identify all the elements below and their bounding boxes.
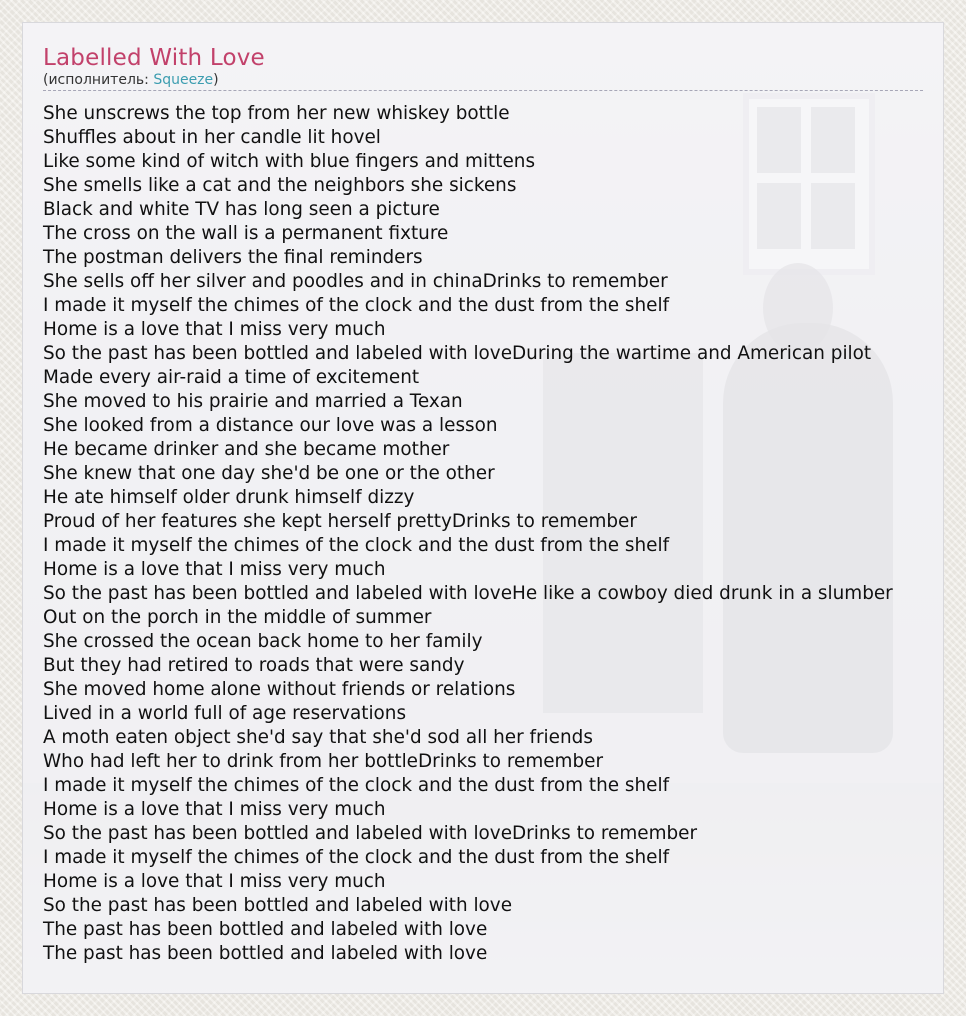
lyrics-line: She moved home alone without friends or relations (43, 679, 516, 700)
lyrics-line: Lived in a world full of age reservations (43, 703, 407, 724)
lyrics-line: He ate himself older drunk himself dizzy (43, 487, 415, 508)
lyrics-line: I made it myself the chimes of the clock and the dust from the shelf (43, 535, 670, 556)
song-title: Labelled With Love (43, 45, 265, 71)
lyrics-line: Out on the porch in the middle of summer (43, 607, 432, 628)
lyrics-line: Like some kind of witch with blue fingers and mittens (43, 151, 536, 172)
lyrics-line: I made it myself the chimes of the clock and the dust from the shelf (43, 295, 670, 316)
lyrics-line: Shuffles about in her candle lit hovel (43, 127, 381, 148)
lyrics-line: Black and white TV has long seen a picture (43, 199, 440, 220)
lyrics-content (43, 23, 923, 966)
performer-prefix: (исполнитель: (43, 72, 154, 88)
lyrics-line: Proud of her features she kept herself prettyDrinks to remember (43, 511, 637, 532)
lyrics-line: Home is a love that I miss very much (43, 559, 386, 580)
performer-link[interactable]: Squeeze (153, 72, 214, 88)
lyrics-line: A moth eaten object she'd say that she'd sod all her friends (43, 727, 593, 748)
lyrics-line: So the past has been bottled and labeled with love (43, 895, 513, 916)
lyrics-line: So the past has been bottled and labeled with loveHe like a cowboy died drunk in a slumber (43, 583, 893, 604)
lyrics-line: She knew that one day she'd be one or the other (43, 463, 495, 484)
lyrics-line: So the past has been bottled and labeled with loveDuring the wartime and American pilot (43, 343, 872, 364)
lyrics-line: He became drinker and she became mother (43, 439, 450, 460)
lyrics-line: She smells like a cat and the neighbors she sickens (43, 175, 517, 196)
lyrics-line: She looked from a distance our love was a lesson (43, 415, 498, 436)
lyrics-line: Home is a love that I miss very much (43, 799, 386, 820)
lyrics-line: The past has been bottled and labeled with love (43, 919, 488, 940)
lyrics-line: Home is a love that I miss very much (43, 319, 386, 340)
lyrics-line: She unscrews the top from her new whiskey bottle (43, 103, 510, 124)
lyrics-line: But they had retired to roads that were sandy (43, 655, 465, 676)
lyrics-line: The postman delivers the final reminders (43, 247, 423, 268)
lyrics-line: She moved to his prairie and married a Texan (43, 391, 463, 412)
lyrics-line: Made every air-raid a time of excitement (43, 367, 420, 388)
lyrics-line: I made it myself the chimes of the clock and the dust from the shelf (43, 775, 670, 796)
performer-line (43, 72, 923, 91)
lyrics-line: She crossed the ocean back home to her family (43, 631, 483, 652)
lyrics-line: The past has been bottled and labeled with love (43, 943, 488, 964)
lyrics-line: I made it myself the chimes of the clock and the dust from the shelf (43, 847, 670, 868)
lyrics-line: The cross on the wall is a permanent fixture (43, 223, 449, 244)
lyrics-line: So the past has been bottled and labeled with loveDrinks to remember (43, 823, 698, 844)
lyrics-line: She sells off her silver and poodles and in chinaDrinks to remember (43, 271, 668, 292)
performer-suffix: ) (213, 72, 219, 88)
lyrics-text (43, 102, 923, 966)
lyrics-panel (22, 22, 944, 994)
lyrics-line: Home is a love that I miss very much (43, 871, 386, 892)
lyrics-line: Who had left her to drink from her bottleDrinks to remember (43, 751, 604, 772)
